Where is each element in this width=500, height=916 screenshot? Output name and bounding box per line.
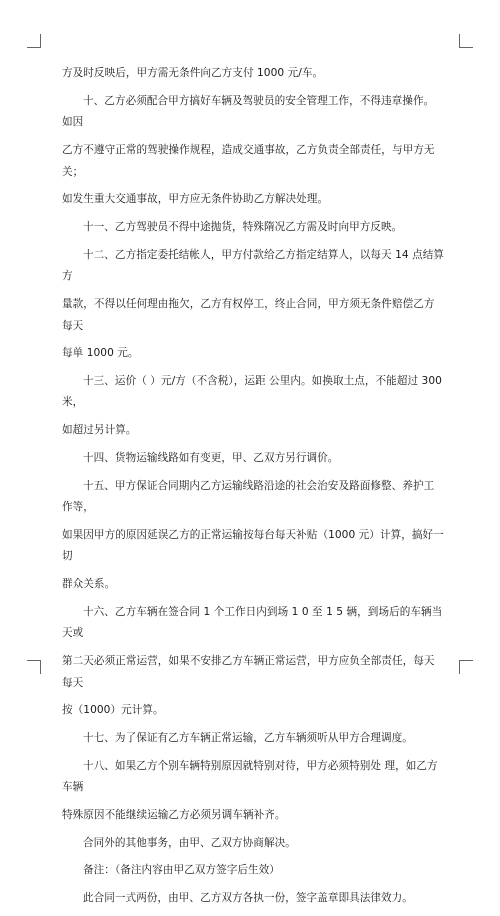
text-line: 十五、甲方保证合同期内乙方运输线路沿途的社会治安及路面修整、养护工作等， (62, 479, 435, 514)
text-line: 十一、乙方驾驶员不得中途抛货，特殊隋况乙方需及时向甲方反映。 (83, 220, 403, 233)
text-line: 方及时反映后，甲方需无条件向乙方支付 1000 元/车。 (62, 67, 324, 79)
text-line: 十七、为了保证有乙方车辆正常运输，乙方车辆须听从甲方合理调度。 (83, 732, 413, 745)
crop-mark-top-left-v (40, 34, 41, 48)
text-line: 按（1000）元计算。 (62, 704, 164, 717)
crop-mark-bottom-right-v (459, 660, 460, 674)
text-line: 如超过另计算。 (62, 424, 137, 437)
text-line: 十四、货物运输线路如有变更，甲、乙双方另行调价。 (83, 451, 339, 464)
text-line: 乙方不遵守正常的驾驶操作规程，造成交通事故，乙方负责全部责任，与甲方无关； (62, 143, 435, 178)
text-line: 备注：（备注内容由甲乙双方签字后生效） (83, 864, 280, 877)
text-line: 十三、运价（ ）元/方（不含税），运距 公里内。如换取土点，不能超过 300 米， (62, 374, 442, 409)
text-line: 十二、乙方指定委托结帐人，甲方付款给乙方指定结算人，以每天 14 点结算方 (62, 248, 445, 283)
text-line: 量款，不得以任何理由拖欠，乙方有权停工，终止合同，甲方须无条件赔偿乙方每天 (62, 297, 435, 332)
text-line: 此合同一式两份，由甲、乙方双方各执一份，签字盖章即具法律效力。 (83, 892, 413, 905)
text-line: 如发生重大交通事故，甲方应无条件协助乙方解决处理。 (62, 193, 329, 206)
text-line: 十六、乙方车辆在签合同 1 个工作日内到场 1 0 至 1 5 辆，到场后的车辆当天或 (62, 605, 443, 640)
crop-mark-bottom-left-v (40, 660, 41, 674)
text-line: 合同外的其他事务，由甲、乙双方协商解决。 (83, 836, 296, 849)
crop-mark-top-right-h (459, 47, 473, 48)
crop-mark-bottom-right-h (459, 660, 473, 661)
text-line: 第二天必须正常运营，如果不安排乙方车辆正常运营，甲方应负全部责任，每天每天 (62, 655, 435, 689)
text-line: 十八、如果乙方个别车辆特别原因就特别对待，甲方必须特别处 理，如乙方车辆 (62, 759, 438, 794)
text-line: 特殊原因不能继续运输乙方必须另调车辆补齐。 (62, 809, 286, 821)
crop-mark-bottom-left-h (27, 660, 41, 661)
text-line: 每单 1000 元。 (62, 347, 139, 360)
text-line: 十、乙方必须配合甲方搞好车辆及驾驶员的安全管理工作，不得违章操作。如因 (62, 94, 435, 129)
crop-mark-top-left-h (27, 47, 41, 48)
text-line: 群众关系。 (62, 578, 116, 591)
crop-mark-top-right-v (459, 34, 460, 48)
text-line: 如果因甲方的原因延误乙方的正常运输按每台每天补贴（1000 元）计算，搞好一切 (62, 528, 444, 563)
document-body (62, 63, 444, 916)
